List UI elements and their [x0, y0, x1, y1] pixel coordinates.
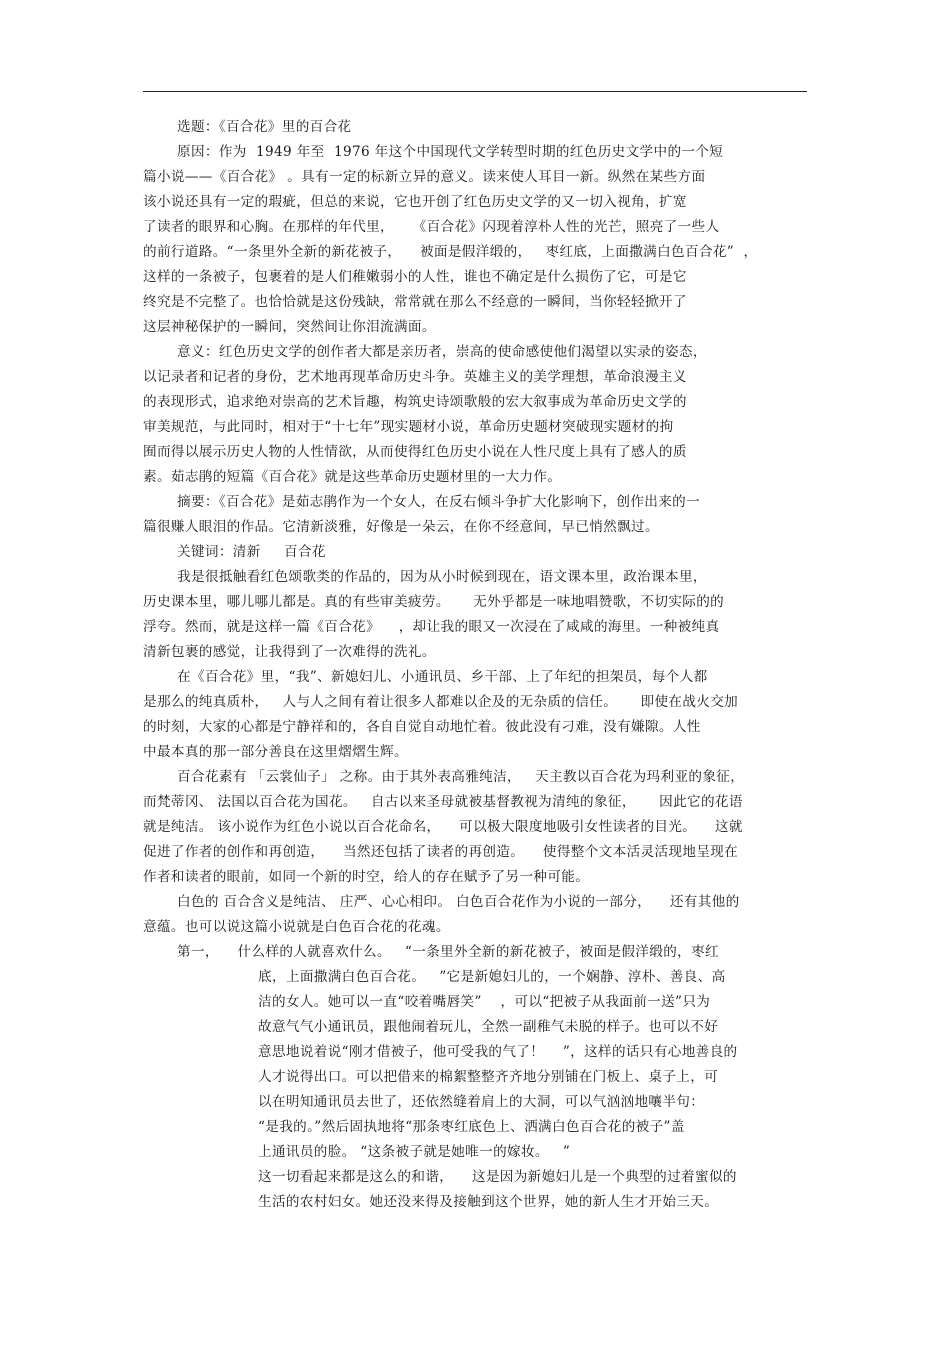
text-line: 就是纯洁。 该小说作为红色小说以百合花命名， 可以极大限度地吸引女性读者的目光。 这就 — [143, 819, 743, 835]
text-line: 原因：作为 1949 年至 1976 年这个中国现代文学转型时期的红色历史文学中的一个短 — [177, 144, 724, 160]
text-line: 在《百合花》里，“我”、新媳妇儿、小通讯员、乡干部、上了年纪的担架员，每个人都 — [177, 669, 708, 685]
text-line: 关键词：清新 百合花 — [177, 544, 326, 560]
text-line: 生活的农村妇女。她还没来得及接触到这个世界，她的新人生才开始三天。 — [258, 1194, 719, 1210]
text-line: 摘要：《百合花》是茹志鹃作为一个女人，在反右倾斗争扩大化影响下，创作出来的一 — [177, 494, 701, 510]
text-line: 篇很赚人眼泪的作品。它清新淡雅，好像是一朵云，在你不经意间，早已悄然飘过。 — [143, 519, 659, 535]
text-line: 故意气气小通讯员，跟他闹着玩儿，全然一副稚气未脱的样子。也可以不好 — [258, 1019, 719, 1035]
text-line: 的时刻，大家的心都是宁静祥和的，各自自觉自动地忙着。彼此没有刁难，没有嫌隙。人性 — [143, 719, 701, 735]
text-line: 该小说还具有一定的瑕疵，但总的来说，它也开创了红色历史文学的又一切入视角，扩宽 — [143, 194, 687, 210]
text-line: 终究是不完整了。也恰恰就是这份残缺，常常就在那么不经意的一瞬间，当你轻轻掀开了 — [143, 294, 687, 310]
text-line: 囿而得以展示历史人物的人性情欲，从而使得红色历史小说在人性尺度上具有了感人的质 — [143, 444, 687, 460]
text-line: 浮夸。然而，就是这样一篇《百合花》 ，却让我的眼又一次浸在了咸咸的海里。一种被纯真 — [143, 619, 720, 635]
text-line: 第一， 什么样的人就喜欢什么。 “一条里外全新的新花被子，被面是假洋缎的，枣红 — [177, 944, 719, 960]
text-line: “是我的。”然后固执地将“那条枣红底色上、洒满白色百合花的被子”盖 — [258, 1119, 685, 1135]
text-line: 而梵蒂冈、 法国以百合花为国花。 自古以来圣母就被基督教视为清纯的象征， 因此它的花语 — [143, 794, 743, 810]
text-line: 底，上面撒满白色百合花。 ”它是新媳妇儿的，一个娴静、淳朴、善良、高 — [258, 969, 726, 985]
text-line: 人才说得出口。可以把借来的棉絮整整齐齐地分别铺在门板上、桌子上，可 — [258, 1069, 719, 1085]
text-line: 这层神秘保护的一瞬间，突然间让你泪流满面。 — [143, 319, 436, 335]
text-line: 篇小说——《百合花》 。具有一定的标新立异的意义。读来使人耳目一新。纵然在某些方面 — [143, 169, 706, 185]
text-line: 选题：《百合花》里的百合花 — [177, 119, 352, 135]
text-line: 意蕴。也可以说这篇小说就是白色百合花的花魂。 — [143, 919, 450, 935]
text-line: 这样的一条被子，包裹着的是人们稚嫩弱小的人性，谁也不确定是什么损伤了它，可是它 — [143, 269, 687, 285]
text-line: 促进了作者的创作和再创造， 当然还包括了读者的再创造。 使得整个文本活灵活现地呈现在 — [143, 844, 739, 860]
text-line: 是那么的纯真质朴， 人与人之间有着让很多人都难以企及的无杂质的信任。 即使在战火交加 — [143, 694, 739, 710]
text-line: 我是很抵触看红色颂歌类的作品的，因为从小时候到现在，语文课本里，政治课本里， — [177, 569, 707, 585]
header-rule — [143, 91, 807, 92]
text-line: 素。茹志鹃的短篇《百合花》就是这些革命历史题材里的一大力作。 — [143, 469, 562, 485]
text-line: 上通讯员的脸。 “这条被子就是她唯一的嫁妆。 ” — [258, 1144, 571, 1160]
text-line: 洁的女人。她可以一直“咬着嘴唇笑” ，可以“把被子从我面前一送”只为 — [258, 994, 711, 1010]
text-line: 了读者的眼界和心胸。在那样的年代里， 《百合花》闪现着淳朴人性的光芒，照亮了一些人 — [143, 219, 720, 235]
text-line: 意思地说着说“刚才借被子，他可受我的气了！ ”，这样的话只有心地善良的 — [258, 1044, 738, 1060]
text-line: 以在明知通讯员去世了，还依然缝着肩上的大洞，可以气汹汹地嚷半句： — [258, 1094, 705, 1110]
text-line: 清新包裹的感觉，让我得到了一次难得的洗礼。 — [143, 644, 436, 660]
text-line: 作者和读者的眼前，如同一个新的时空，给人的存在赋予了另一种可能。 — [143, 869, 590, 885]
text-line: 百合花素有 「云裳仙子」 之称。由于其外表高雅纯洁， 天主教以百合花为玛利亚的象征， — [177, 769, 745, 785]
text-line: 审美规范，与此同时，相对于“十七年”现实题材小说，革命历史题材突破现实题材的拘 — [143, 419, 674, 435]
text-line: 以记录者和记者的身份，艺术地再现革命历史斗争。英雄主义的美学理想，革命浪漫主义 — [143, 369, 687, 385]
text-line: 的表现形式，追求绝对崇高的艺术旨趣，构筑史诗颂歌般的宏大叙事成为革命历史文学的 — [143, 394, 687, 410]
text-line: 的前行道路。“一条里外全新的新花被子， 被面是假洋缎的， 枣红底，上面撒满白色百合花” ， — [143, 244, 758, 260]
text-line: 白色的 百合含义是纯洁、 庄严、心心相印。 白色百合花作为小说的一部分， 还有其他的 — [177, 894, 740, 910]
text-line: 中最本真的那一部分善良在这里熠熠生辉。 — [143, 744, 408, 760]
text-line: 这一切看起来都是这么的和谐， 这是因为新媳妇儿是一个典型的过着蜜似的 — [258, 1169, 737, 1185]
text-line: 意义：红色历史文学的创作者大都是亲历者，崇高的使命感使他们渴望以实录的姿态， — [177, 344, 707, 360]
text-line: 历史课本里，哪儿哪儿都是。真的有些审美疲劳。 无外乎都是一味地唱赞歌，不切实际的的 — [143, 594, 725, 610]
